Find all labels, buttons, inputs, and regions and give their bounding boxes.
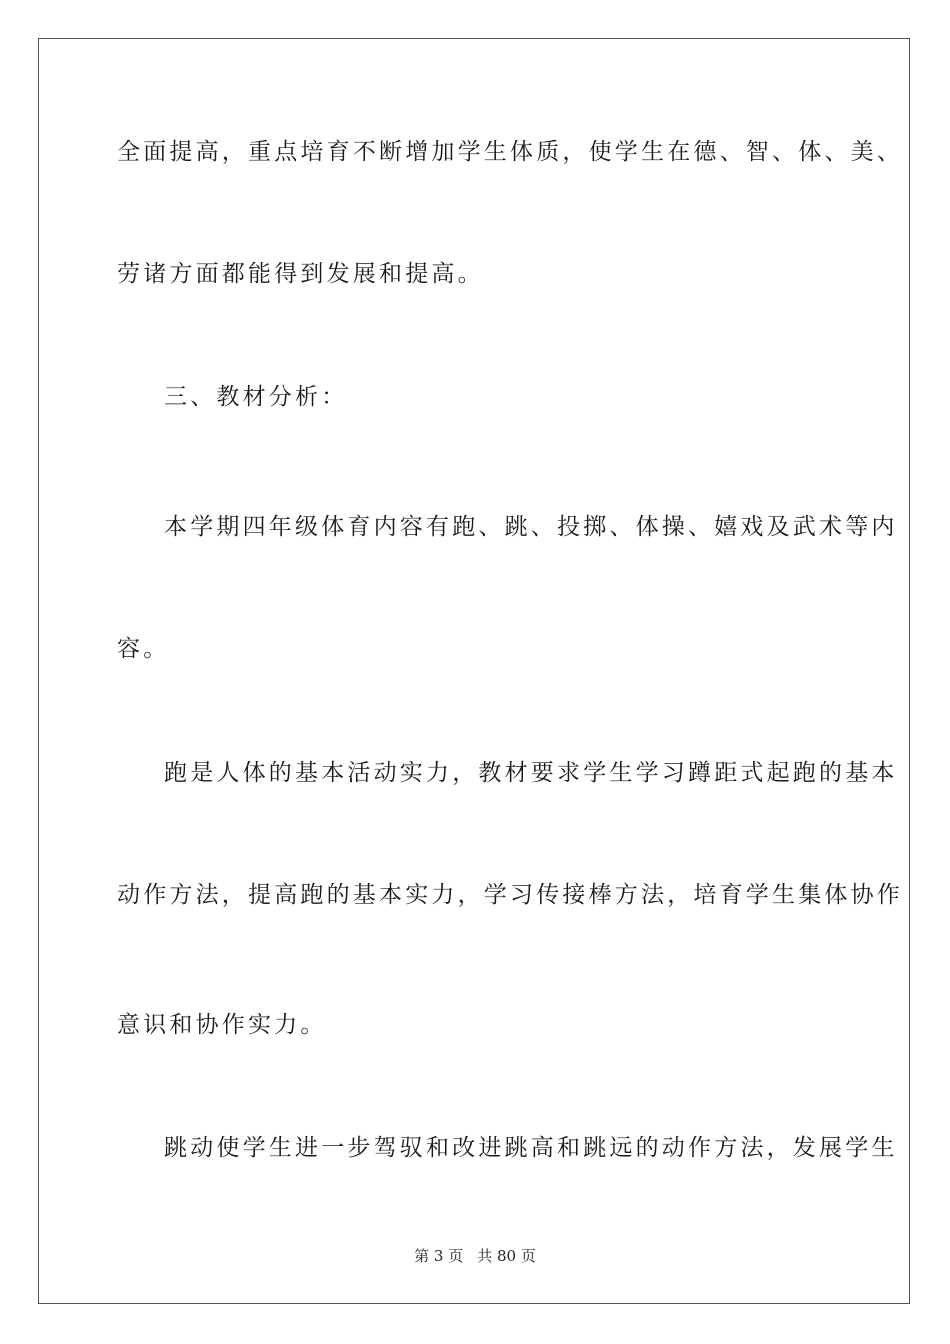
paragraph-line: 容。 [117,636,170,662]
paragraph-line: 本学期四年级体育内容有跑、跳、投掷、体操、嬉戏及武术等内 [164,514,898,540]
paragraph-line: 跑是人体的基本活动实力，教材要求学生学习蹲距式起跑的基本 [164,760,898,786]
total-pages: 共 80 页 [477,1247,536,1265]
page-border [38,38,910,1304]
section-heading: 三、教材分析： [164,384,348,410]
paragraph-line: 意识和协作实力。 [117,1012,327,1038]
page-footer [0,1246,950,1266]
page-number: 第 3 页 [414,1247,464,1265]
paragraph-line: 劳诸方面都能得到发展和提高。 [117,261,484,287]
paragraph-line: 动作方法，提高跑的基本实力，学习传接棒方法，培育学生集体协作 [117,882,903,908]
paragraph-line: 跳动使学生进一步驾驭和改进跳高和跳远的动作方法，发展学生 [164,1135,898,1161]
paragraph-line: 全面提高，重点培育不断增加学生体质，使学生在德、智、体、美、 [117,139,903,165]
